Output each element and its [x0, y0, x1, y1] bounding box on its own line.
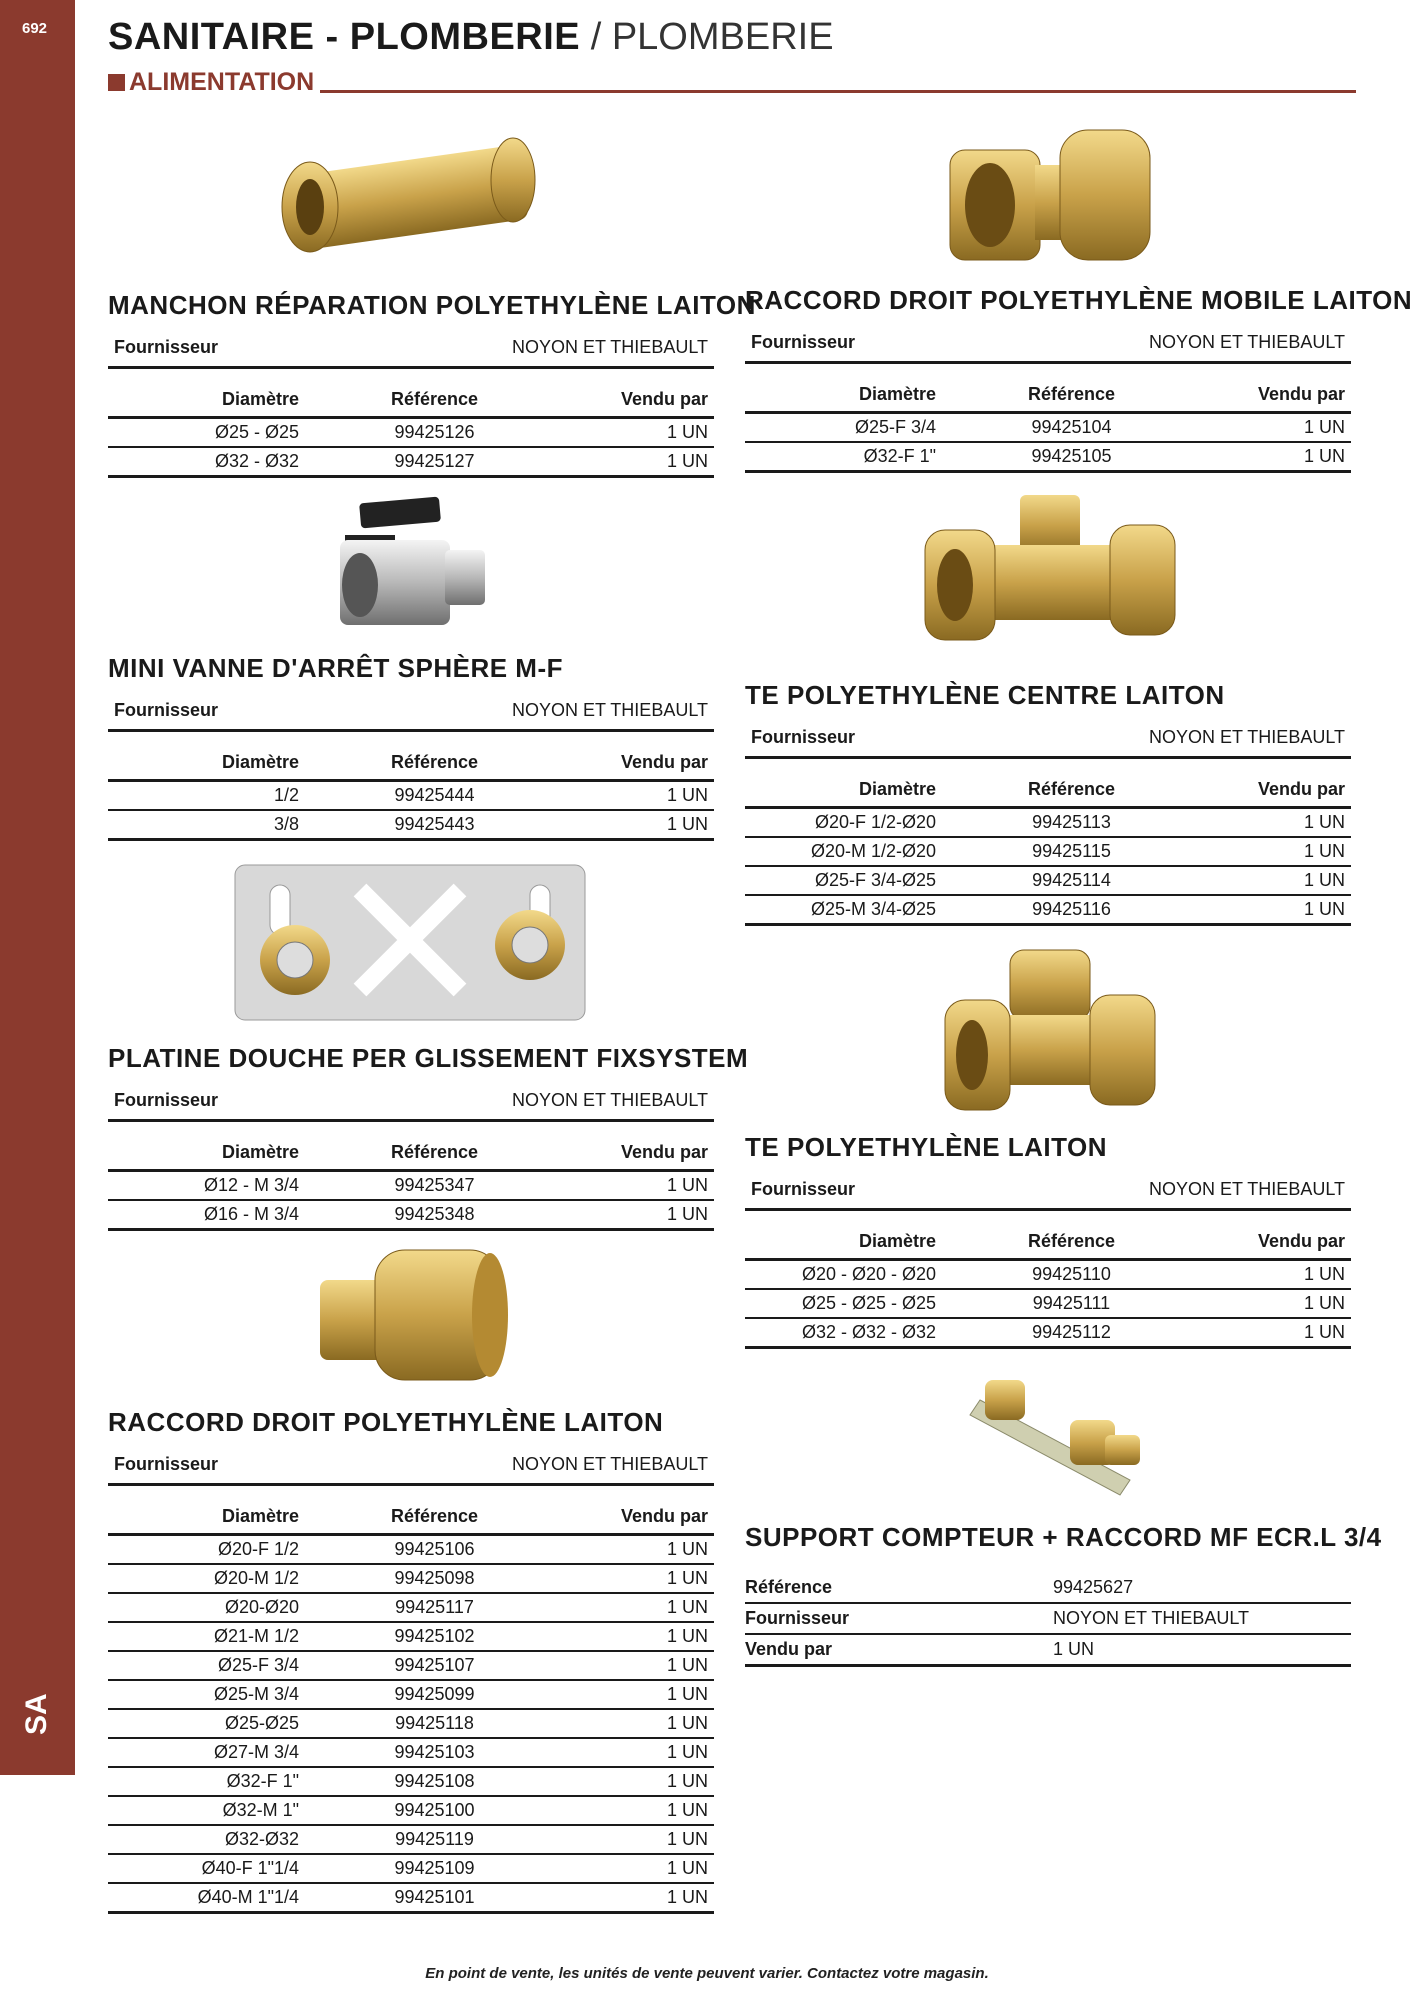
cell-reference: 99425114	[942, 866, 1201, 895]
cell-diameter: Ø20-Ø20	[108, 1593, 305, 1622]
supplier-value: NOYON ET THIEBAULT	[511, 700, 708, 720]
col-diameter: Diamètre	[745, 384, 942, 413]
supplier-value: NOYON ET THIEBAULT	[511, 1090, 708, 1110]
supplier-row	[745, 1179, 1351, 1211]
cell-diameter: Ø25 - Ø25	[108, 418, 305, 448]
table-row	[745, 808, 1351, 838]
cell-sold-by: 1 UN	[564, 1535, 714, 1565]
table-row	[108, 447, 714, 477]
supplier-label: Fournisseur	[114, 337, 219, 357]
col-diameter: Diamètre	[108, 1142, 305, 1171]
col-diameter: Diamètre	[108, 752, 305, 781]
product-te-centre	[745, 680, 1351, 926]
cell-diameter: Ø32-F 1"	[108, 1767, 305, 1796]
supplier-row	[745, 727, 1351, 759]
cell-sold-by: 1 UN	[1201, 866, 1351, 895]
supplier-value: NOYON ET THIEBAULT	[1148, 332, 1345, 352]
cell-diameter: Ø40-F 1"1/4	[108, 1854, 305, 1883]
cell-reference: 99425100	[305, 1796, 564, 1825]
cell-diameter: 1/2	[108, 781, 305, 811]
supplier-row	[108, 1090, 714, 1122]
product-table	[745, 1231, 1351, 1349]
cell-diameter: Ø16 - M 3/4	[108, 1200, 305, 1230]
cell-sold-by: 1 UN	[564, 810, 714, 840]
product-table	[745, 779, 1351, 926]
page-number: 692	[22, 20, 48, 37]
cell-diameter: Ø25-Ø25	[108, 1709, 305, 1738]
spec-table	[745, 1573, 1351, 1667]
table-row	[745, 1318, 1351, 1348]
product-title: RACCORD DROIT POLYETHYLÈNE LAITON	[108, 1407, 664, 1437]
cell-reference: 99425348	[305, 1200, 564, 1230]
cell-reference: 99425098	[305, 1564, 564, 1593]
cell-reference: 99425111	[942, 1289, 1201, 1318]
cell-diameter: Ø20-F 1/2-Ø20	[745, 808, 942, 838]
cell-sold-by: 1 UN	[564, 1622, 714, 1651]
product-title: TE POLYETHYLÈNE LAITON	[745, 1132, 1108, 1162]
page-title-main: SANITAIRE - PLOMBERIE	[108, 16, 581, 58]
product-title: MINI VANNE D'ARRÊT SPHÈRE M-F	[108, 653, 563, 683]
product-mini-vanne	[108, 653, 714, 841]
supplier-row	[745, 332, 1351, 364]
cell-diameter: Ø25-M 3/4	[108, 1680, 305, 1709]
cell-reference: 99425116	[942, 895, 1201, 925]
cell-sold-by: 1 UN	[564, 781, 714, 811]
table-row	[745, 1260, 1351, 1290]
product-table	[108, 389, 714, 478]
supplier-label: Fournisseur	[751, 727, 856, 747]
spec-row	[745, 1573, 1351, 1603]
cell-reference: 99425347	[305, 1171, 564, 1201]
product-manchon	[108, 290, 756, 478]
cell-sold-by: 1 UN	[1201, 413, 1351, 443]
cell-reference: 99425119	[305, 1825, 564, 1854]
table-row	[108, 1564, 714, 1593]
product-raccord-droit	[108, 1407, 714, 1914]
page-title	[108, 16, 834, 59]
product-raccord-mobile	[745, 285, 1413, 473]
product-title: MANCHON RÉPARATION POLYETHYLÈNE LAITON	[108, 290, 756, 320]
supplier-label: Fournisseur	[751, 1179, 856, 1199]
raccord-mobile-image	[940, 120, 1160, 270]
table-row	[745, 442, 1351, 472]
cell-sold-by: 1 UN	[564, 1854, 714, 1883]
cell-reference: 99425126	[305, 418, 564, 448]
cell-reference: 99425099	[305, 1680, 564, 1709]
table-row	[108, 418, 714, 448]
table-row	[745, 837, 1351, 866]
product-title: PLATINE DOUCHE PER GLISSEMENT FIXSYSTEM	[108, 1043, 749, 1073]
supplier-label: Fournisseur	[751, 332, 856, 352]
cell-diameter: Ø25-M 3/4-Ø25	[745, 895, 942, 925]
col-reference: Référence	[942, 384, 1201, 413]
supplier-label: Fournisseur	[114, 1454, 219, 1474]
col-sold-by: Vendu par	[1201, 779, 1351, 808]
col-diameter: Diamètre	[108, 1506, 305, 1535]
spec-key: Vendu par	[745, 1634, 1053, 1666]
page-title-sub: / PLOMBERIE	[580, 16, 834, 58]
cell-diameter: Ø25-F 3/4	[108, 1651, 305, 1680]
cell-diameter: Ø27-M 3/4	[108, 1738, 305, 1767]
cell-sold-by: 1 UN	[1201, 1318, 1351, 1348]
product-support-compteur	[745, 1522, 1382, 1667]
section-label: ALIMENTATION	[129, 68, 315, 96]
table-row	[108, 1651, 714, 1680]
table-row	[745, 866, 1351, 895]
table-row	[108, 1593, 714, 1622]
cell-reference: 99425110	[942, 1260, 1201, 1290]
cell-sold-by: 1 UN	[564, 1767, 714, 1796]
cell-reference: 99425444	[305, 781, 564, 811]
supplier-label: Fournisseur	[114, 700, 219, 720]
cell-sold-by: 1 UN	[564, 1796, 714, 1825]
supplier-value: NOYON ET THIEBAULT	[1148, 1179, 1345, 1199]
col-sold-by: Vendu par	[564, 389, 714, 418]
col-diameter: Diamètre	[745, 1231, 942, 1260]
cell-reference: 99425105	[942, 442, 1201, 472]
sidebar	[0, 0, 75, 1775]
product-table	[108, 1506, 714, 1914]
cell-reference: 99425103	[305, 1738, 564, 1767]
footnote: En point de vente, les unités de vente peuvent varier. Contactez votre magasin.	[425, 1965, 989, 1982]
product-table	[745, 384, 1351, 473]
cell-sold-by: 1 UN	[1201, 895, 1351, 925]
table-row	[745, 413, 1351, 443]
te-image	[940, 945, 1160, 1115]
supplier-row	[108, 337, 714, 369]
cell-diameter: Ø21-M 1/2	[108, 1622, 305, 1651]
cell-sold-by: 1 UN	[1201, 837, 1351, 866]
section-header	[108, 68, 314, 97]
table-row	[108, 1709, 714, 1738]
cell-reference: 99425108	[305, 1767, 564, 1796]
platine-image	[230, 860, 590, 1025]
cell-diameter: Ø32-F 1"	[745, 442, 942, 472]
cell-sold-by: 1 UN	[564, 447, 714, 477]
cell-sold-by: 1 UN	[564, 1883, 714, 1913]
cell-sold-by: 1 UN	[564, 1200, 714, 1230]
cell-reference: 99425113	[942, 808, 1201, 838]
cell-reference: 99425107	[305, 1651, 564, 1680]
cell-diameter: Ø20-M 1/2	[108, 1564, 305, 1593]
table-row	[108, 1825, 714, 1854]
cell-diameter: Ø20-M 1/2-Ø20	[745, 837, 942, 866]
cell-sold-by: 1 UN	[1201, 1289, 1351, 1318]
cell-sold-by: 1 UN	[564, 1825, 714, 1854]
cell-diameter: Ø32 - Ø32 - Ø32	[745, 1318, 942, 1348]
product-title: TE POLYETHYLÈNE CENTRE LAITON	[745, 680, 1225, 710]
product-te	[745, 1132, 1351, 1349]
cell-reference: 99425106	[305, 1535, 564, 1565]
cell-reference: 99425109	[305, 1854, 564, 1883]
cell-sold-by: 1 UN	[564, 1651, 714, 1680]
mini-vanne-image	[330, 490, 495, 640]
cell-diameter: Ø32-M 1"	[108, 1796, 305, 1825]
table-row	[108, 1738, 714, 1767]
cell-diameter: Ø25-F 3/4	[745, 413, 942, 443]
col-diameter: Diamètre	[108, 389, 305, 418]
table-row	[745, 895, 1351, 925]
cell-diameter: Ø20 - Ø20 - Ø20	[745, 1260, 942, 1290]
cell-diameter: Ø32-Ø32	[108, 1825, 305, 1854]
col-sold-by: Vendu par	[564, 1142, 714, 1171]
cell-sold-by: 1 UN	[564, 1680, 714, 1709]
col-diameter: Diamètre	[745, 779, 942, 808]
cell-diameter: Ø25-F 3/4-Ø25	[745, 866, 942, 895]
cell-diameter: Ø32 - Ø32	[108, 447, 305, 477]
product-table	[108, 752, 714, 841]
supplier-value: NOYON ET THIEBAULT	[511, 337, 708, 357]
cell-reference: 99425115	[942, 837, 1201, 866]
supplier-row	[108, 700, 714, 732]
te-centre-image	[920, 490, 1180, 655]
cell-reference: 99425118	[305, 1709, 564, 1738]
col-sold-by: Vendu par	[564, 1506, 714, 1535]
col-reference: Référence	[942, 1231, 1201, 1260]
cell-sold-by: 1 UN	[1201, 1260, 1351, 1290]
manchon-image	[275, 125, 545, 270]
product-platine	[108, 1043, 749, 1231]
cell-diameter: Ø12 - M 3/4	[108, 1171, 305, 1201]
table-row	[745, 1289, 1351, 1318]
col-sold-by: Vendu par	[1201, 1231, 1351, 1260]
cell-sold-by: 1 UN	[564, 1738, 714, 1767]
col-reference: Référence	[942, 779, 1201, 808]
supplier-row	[108, 1454, 714, 1486]
col-reference: Référence	[305, 1506, 564, 1535]
product-title: SUPPORT COMPTEUR + RACCORD MF ECR.L 3/4	[745, 1522, 1382, 1552]
col-reference: Référence	[305, 389, 564, 418]
cell-diameter: Ø40-M 1"1/4	[108, 1883, 305, 1913]
cell-reference: 99425102	[305, 1622, 564, 1651]
cell-sold-by: 1 UN	[564, 1564, 714, 1593]
section-marker	[108, 74, 125, 91]
spec-key: Référence	[745, 1573, 1053, 1603]
cell-sold-by: 1 UN	[1201, 808, 1351, 838]
support-compteur-image	[960, 1370, 1145, 1510]
table-row	[108, 1680, 714, 1709]
table-row	[108, 1796, 714, 1825]
col-reference: Référence	[305, 1142, 564, 1171]
spec-value: 1 UN	[1053, 1634, 1351, 1666]
cell-sold-by: 1 UN	[1201, 442, 1351, 472]
cell-reference: 99425443	[305, 810, 564, 840]
section-rule	[320, 90, 1356, 93]
cell-sold-by: 1 UN	[564, 1709, 714, 1738]
spec-row	[745, 1603, 1351, 1634]
spec-value: NOYON ET THIEBAULT	[1053, 1603, 1351, 1634]
cell-sold-by: 1 UN	[564, 1593, 714, 1622]
table-row	[108, 1854, 714, 1883]
supplier-label: Fournisseur	[114, 1090, 219, 1110]
table-row	[108, 1767, 714, 1796]
table-row	[108, 1535, 714, 1565]
supplier-value: NOYON ET THIEBAULT	[1148, 727, 1345, 747]
table-row	[108, 1200, 714, 1230]
spec-row	[745, 1634, 1351, 1666]
table-row	[108, 810, 714, 840]
table-row	[108, 1883, 714, 1913]
col-sold-by: Vendu par	[564, 752, 714, 781]
col-reference: Référence	[305, 752, 564, 781]
raccord-droit-image	[305, 1240, 515, 1385]
cell-diameter: 3/8	[108, 810, 305, 840]
table-row	[108, 781, 714, 811]
cell-reference: 99425112	[942, 1318, 1201, 1348]
cell-diameter: Ø20-F 1/2	[108, 1535, 305, 1565]
cell-sold-by: 1 UN	[564, 1171, 714, 1201]
table-row	[108, 1622, 714, 1651]
spec-key: Fournisseur	[745, 1603, 1053, 1634]
table-row	[108, 1171, 714, 1201]
cell-reference: 99425117	[305, 1593, 564, 1622]
cell-reference: 99425127	[305, 447, 564, 477]
product-table	[108, 1142, 714, 1231]
cell-sold-by: 1 UN	[564, 418, 714, 448]
cell-diameter: Ø25 - Ø25 - Ø25	[745, 1289, 942, 1318]
col-sold-by: Vendu par	[1201, 384, 1351, 413]
product-title: RACCORD DROIT POLYETHYLÈNE MOBILE LAITON	[745, 285, 1413, 315]
chapter-tag: SA	[20, 1693, 53, 1735]
cell-reference: 99425104	[942, 413, 1201, 443]
cell-reference: 99425101	[305, 1883, 564, 1913]
spec-value: 99425627	[1053, 1573, 1351, 1603]
supplier-value: NOYON ET THIEBAULT	[511, 1454, 708, 1474]
